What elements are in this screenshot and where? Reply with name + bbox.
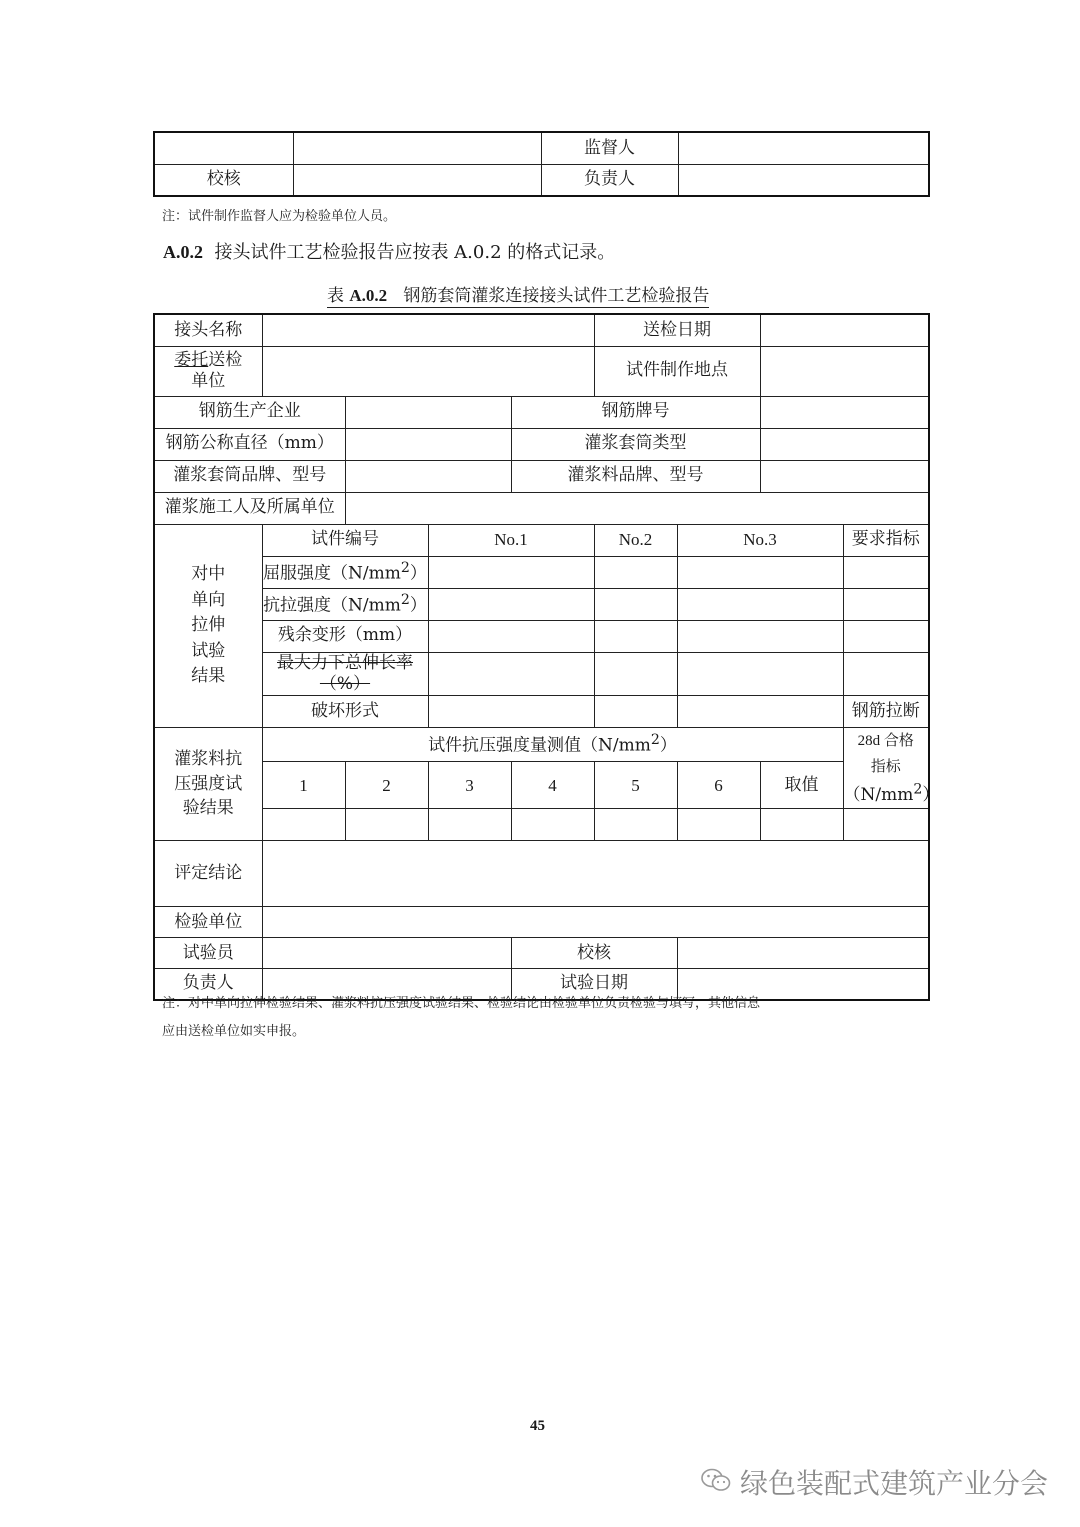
specimen-number-header: 试件编号 (262, 524, 428, 556)
tension-label-line-5: 结果 (191, 666, 226, 686)
grout-req-sup: 2 (913, 781, 923, 797)
checker-label: 校核 (154, 164, 293, 196)
rebar-diameter-value (345, 428, 511, 460)
caption-title: 钢筋套筒灌浆连接接头试件工艺检验报告 (403, 286, 710, 306)
tensile-req (843, 588, 929, 620)
grout-label-line-2: 压强度试 (174, 773, 243, 794)
send-date-value (760, 314, 929, 346)
grout-col-5: 5 (594, 762, 677, 809)
grout-brand-value (760, 460, 929, 492)
grout-measured-close: ） (659, 735, 677, 756)
client-unit-word-b: 送检 (208, 349, 243, 370)
elongation-no1 (428, 652, 594, 696)
table-caption (327, 281, 709, 308)
section-heading (163, 238, 615, 264)
grout-measured-text: 试件抗压强度量测值（N/mm (428, 735, 651, 756)
responsible-label: 负责人 (541, 164, 678, 196)
tension-label-line-4: 试验 (191, 640, 226, 661)
grout-col-4: 4 (511, 762, 594, 809)
grout-col-6: 6 (677, 762, 760, 809)
residual-no2 (594, 620, 677, 652)
client-unit-word-c: 单位 (191, 371, 226, 391)
elongation-req (843, 652, 929, 696)
top-cell-blank-2 (293, 132, 541, 164)
tensile-strength-label (262, 588, 428, 620)
tensile-strength-sup: 2 (400, 591, 410, 608)
elongation-no3 (677, 652, 843, 696)
failure-no1 (428, 696, 594, 728)
wechat-icon (700, 1467, 732, 1497)
test-unit-label: 检验单位 (154, 907, 262, 938)
rebar-maker-value (345, 396, 511, 428)
tension-label-line-2: 单向 (191, 589, 226, 610)
rebar-grade-value (760, 396, 929, 428)
grout-col-2: 2 (345, 762, 428, 809)
grout-req-close: ） (922, 784, 940, 805)
bottom-note-line-2: 应由送检单位如实申报。 (162, 1024, 306, 1039)
tensile-no2 (594, 588, 677, 620)
rebar-maker-label: 钢筋生产企业 (154, 396, 345, 428)
no2-header: No.2 (594, 524, 677, 556)
yield-no1 (428, 556, 594, 588)
grout-section-label (154, 728, 262, 841)
grout-measured-sup: 2 (650, 732, 660, 749)
no1-header: No.1 (428, 524, 594, 556)
tension-label-line-1: 对中 (191, 564, 226, 584)
grout-val-req (843, 809, 929, 841)
section-number: A.0.2 (163, 242, 203, 262)
grout-req-unit: （N/mm (843, 784, 914, 805)
report-responsible-label: 负责人 (154, 969, 262, 1000)
sleeve-type-label: 灌浆套筒类型 (511, 428, 760, 460)
sleeve-type-value (760, 428, 929, 460)
report-checker-label: 校核 (511, 938, 677, 969)
grout-val-6 (677, 809, 760, 841)
tension-section-label (154, 524, 262, 728)
requirement-header: 要求指标 (843, 524, 929, 556)
responsible-value (678, 164, 929, 196)
yield-strength-text: 屈服强度（N/mm (263, 563, 401, 584)
client-unit-label (154, 346, 262, 396)
grout-value-col: 取值 (760, 762, 843, 809)
grout-worker-value (345, 492, 929, 524)
elongation-label: 最大力下总伸长率（%） (262, 652, 428, 696)
tension-label-line-3: 拉伸 (191, 615, 226, 635)
grout-val-4 (511, 809, 594, 841)
test-date-label: 试验日期 (511, 969, 677, 1000)
tester-label: 试验员 (154, 938, 262, 969)
top-signoff-table (153, 131, 930, 197)
joint-name-label: 接头名称 (154, 314, 262, 346)
grout-col-3: 3 (428, 762, 511, 809)
yield-strength-close: ） (409, 563, 427, 584)
tensile-strength-text: 抗拉强度（N/mm (263, 595, 401, 616)
rebar-grade-label: 钢筋牌号 (511, 396, 760, 428)
client-unit-value (262, 346, 594, 396)
caption-prefix: 表 (327, 286, 344, 306)
tensile-no1 (428, 588, 594, 620)
no3-header: No.3 (677, 524, 843, 556)
grout-requirement-header (843, 728, 940, 809)
failure-req: 钢筋拉断 (843, 696, 929, 728)
top-note: 注：试件制作监督人应为检验单位人员。 (162, 209, 397, 224)
elongation-no2 (594, 652, 677, 696)
client-unit-word-a: 委托 (174, 349, 209, 370)
sleeve-brand-value (345, 460, 511, 492)
bottom-note (162, 990, 932, 1046)
tensile-no3 (677, 588, 843, 620)
watermark (700, 1462, 1048, 1502)
grout-label-line-1: 灌浆料抗 (174, 749, 243, 770)
conclusion-value (262, 841, 929, 907)
grout-val-2 (345, 809, 428, 841)
grout-req-line-3 (843, 781, 940, 805)
grout-val-taken (760, 809, 843, 841)
test-unit-value (262, 907, 929, 938)
yield-strength-sup: 2 (400, 559, 410, 576)
residual-no3 (677, 620, 843, 652)
watermark-text: 绿色装配式建筑产业分会 (740, 1467, 1049, 1500)
conclusion-label: 评定结论 (154, 841, 262, 907)
grout-req-line-1: 28d 合格 (857, 733, 914, 749)
top-cell-blank-1 (154, 132, 293, 164)
specimen-place-label: 试件制作地点 (594, 346, 760, 396)
specimen-place-value (760, 346, 929, 396)
report-table (153, 313, 940, 1001)
tensile-strength-close: ） (409, 595, 427, 616)
joint-name-value (262, 314, 594, 346)
section-text: 接头试件工艺检验报告应按表 A.0.2 的格式记录。 (214, 242, 616, 263)
grout-val-5 (594, 809, 677, 841)
yield-strength-label (262, 556, 428, 588)
grout-measured-header (262, 728, 843, 762)
failure-no2 (594, 696, 677, 728)
checker-value (293, 164, 541, 196)
rebar-diameter-label: 钢筋公称直径（mm） (154, 428, 345, 460)
yield-no2 (594, 556, 677, 588)
tester-value (262, 938, 511, 969)
yield-no3 (677, 556, 843, 588)
yield-req (843, 556, 929, 588)
failure-no3 (677, 696, 843, 728)
sleeve-brand-label: 灌浆套筒品牌、型号 (154, 460, 345, 492)
caption-number: A.0.2 (349, 286, 388, 305)
grout-val-3 (428, 809, 511, 841)
grout-val-1 (262, 809, 345, 841)
residual-req (843, 620, 929, 652)
report-checker-value (677, 938, 929, 969)
grout-label-line-3: 验结果 (182, 798, 234, 819)
grout-brand-label: 灌浆料品牌、型号 (511, 460, 760, 492)
failure-mode-label: 破坏形式 (262, 696, 428, 728)
supervisor-label: 监督人 (541, 132, 678, 164)
bottom-note-line-1: 注：对中单向拉伸检验结果、灌浆料抗压强度试验结果、检验结论由检验单位负责检验与填写，其他信息 (162, 996, 761, 1011)
residual-no1 (428, 620, 594, 652)
grout-req-line-2: 指标 (870, 756, 901, 775)
grout-worker-label: 灌浆施工人及所属单位 (154, 492, 345, 524)
residual-deformation-label: 残余变形（mm） (262, 620, 428, 652)
grout-col-1: 1 (262, 762, 345, 809)
send-date-label: 送检日期 (594, 314, 760, 346)
supervisor-value (678, 132, 929, 164)
page-number: 45 (530, 1418, 545, 1434)
